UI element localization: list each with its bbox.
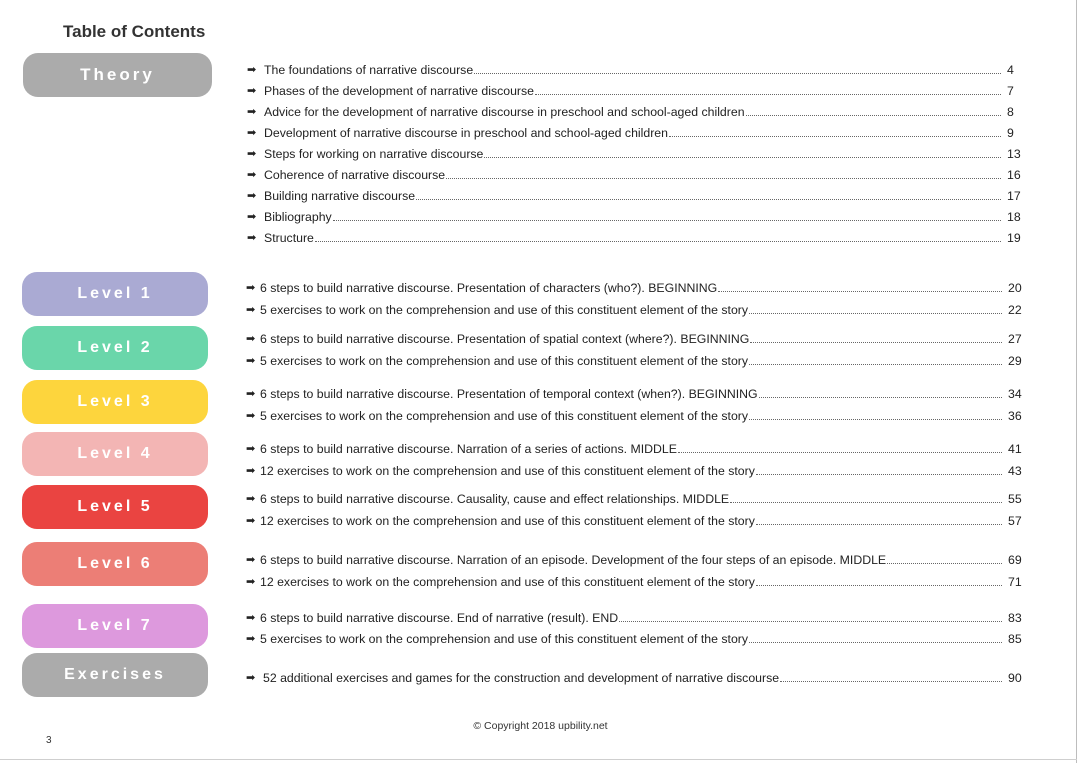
- copyright-notice: © Copyright 2018 upbility.net: [473, 720, 608, 732]
- toc-entry[interactable]: [247, 187, 1029, 203]
- page-title: Table of Contents: [63, 22, 206, 41]
- dot-leader: [446, 176, 1001, 179]
- toc-entry[interactable]: [246, 385, 1030, 401]
- toc-page-number: 41: [1008, 442, 1022, 456]
- toc-entry-text: 6 steps to build narrative discourse. Narration of an episode. Development of the four steps of an episode. MIDDLE: [260, 553, 887, 567]
- dot-leader: [749, 417, 1002, 420]
- section-pill-level-4[interactable]: Level 4: [22, 432, 208, 476]
- toc-entry[interactable]: [247, 124, 1029, 140]
- toc-page-number: 7: [1007, 84, 1014, 98]
- arrow-right-icon: ➡: [247, 190, 257, 202]
- toc-entry-text: 5 exercises to work on the comprehension and use of this constituent element of the story: [260, 303, 749, 317]
- toc-entry[interactable]: [246, 440, 1030, 456]
- arrow-right-icon: ➡: [247, 232, 257, 244]
- arrow-right-icon: ➡: [246, 465, 256, 477]
- toc-entry-text: 12 exercises to work on the comprehension and use of this constituent element of the story: [260, 514, 755, 528]
- toc-page-number: 18: [1007, 210, 1021, 224]
- dot-leader: [718, 289, 1002, 292]
- toc-page-number: 13: [1007, 147, 1021, 161]
- section-pill-exercises[interactable]: Exercises: [22, 653, 208, 697]
- toc-page-number: 71: [1008, 575, 1022, 589]
- arrow-right-icon: ➡: [247, 85, 257, 97]
- dot-leader: [887, 561, 1002, 564]
- toc-entry-text: 6 steps to build narrative discourse. Presentation of characters (who?). BEGINNING: [260, 281, 718, 295]
- dot-leader: [416, 197, 1001, 200]
- toc-entry[interactable]: [246, 279, 1030, 295]
- toc-entry[interactable]: [246, 573, 1030, 589]
- toc-page-number: 83: [1008, 611, 1022, 625]
- toc-entry-text: 12 exercises to work on the comprehension and use of this constituent element of the story: [260, 464, 755, 478]
- dot-leader: [535, 92, 1001, 95]
- toc-entry[interactable]: [246, 669, 1030, 685]
- toc-page-number: 20: [1008, 281, 1022, 295]
- arrow-right-icon: ➡: [247, 211, 257, 223]
- toc-entry-text: Advice for the development of narrative discourse in preschool and school-aged children: [264, 105, 745, 119]
- arrow-right-icon: ➡: [246, 304, 256, 316]
- toc-entry[interactable]: [246, 407, 1030, 423]
- dot-leader: [756, 472, 1002, 475]
- dot-leader: [756, 583, 1002, 586]
- dot-leader: [315, 239, 1001, 242]
- toc-entry-text: 5 exercises to work on the comprehension and use of this constituent element of the story: [260, 632, 749, 646]
- toc-page-number: 43: [1008, 464, 1022, 478]
- toc-entry-text: Building narrative discourse: [264, 189, 416, 203]
- toc-entry-text: Phases of the development of narrative discourse: [264, 84, 535, 98]
- toc-entry[interactable]: [247, 145, 1029, 161]
- toc-entry-text: Coherence of narrative discourse: [264, 168, 446, 182]
- toc-page-number: 69: [1008, 553, 1022, 567]
- toc-entry[interactable]: [247, 103, 1029, 119]
- toc-entry-text: Structure: [264, 231, 314, 245]
- arrow-right-icon: ➡: [246, 355, 256, 367]
- dot-leader: [474, 71, 1001, 74]
- toc-page-number: 4: [1007, 63, 1014, 77]
- arrow-right-icon: ➡: [247, 64, 257, 76]
- arrow-right-icon: ➡: [246, 410, 256, 422]
- toc-page-number: 17: [1007, 189, 1021, 203]
- arrow-right-icon: ➡: [247, 106, 257, 118]
- dot-leader: [749, 362, 1002, 365]
- toc-entry[interactable]: [247, 61, 1029, 77]
- arrow-right-icon: ➡: [246, 554, 256, 566]
- toc-entry-text: 5 exercises to work on the comprehension and use of this constituent element of the story: [260, 409, 749, 423]
- arrow-right-icon: ➡: [246, 388, 256, 400]
- section-pill-level-2[interactable]: Level 2: [22, 326, 208, 370]
- page-border-bottom: [0, 759, 1077, 760]
- section-pill-level-6[interactable]: Level 6: [22, 542, 208, 586]
- toc-entry[interactable]: [246, 330, 1030, 346]
- arrow-right-icon: ➡: [246, 576, 256, 588]
- toc-entry-text: 12 exercises to work on the comprehension and use of this constituent element of the story: [260, 575, 755, 589]
- toc-entry-text: 6 steps to build narrative discourse. Narration of a series of actions. MIDDLE: [260, 442, 677, 456]
- arrow-right-icon: ➡: [246, 633, 256, 645]
- toc-entry[interactable]: [246, 490, 1030, 506]
- toc-entry[interactable]: [246, 301, 1030, 317]
- arrow-right-icon: ➡: [246, 493, 256, 505]
- toc-page-number: 85: [1008, 632, 1022, 646]
- arrow-right-icon: ➡: [246, 672, 256, 684]
- dot-leader: [759, 395, 1002, 398]
- section-pill-level-1[interactable]: Level 1: [22, 272, 208, 316]
- page-border-right: [1076, 0, 1077, 763]
- toc-page-number: 57: [1008, 514, 1022, 528]
- dot-leader: [746, 113, 1001, 116]
- toc-page-number: 34: [1008, 387, 1022, 401]
- toc-entry-text: 5 exercises to work on the comprehension and use of this constituent element of the story: [260, 354, 749, 368]
- toc-page-number: 27: [1008, 332, 1022, 346]
- toc-entry-text: 52 additional exercises and games for the construction and development of narrative discourse: [263, 671, 780, 685]
- arrow-right-icon: ➡: [247, 127, 257, 139]
- dot-leader: [750, 340, 1002, 343]
- toc-entry-text: 6 steps to build narrative discourse. End of narrative (result). END: [260, 611, 619, 625]
- toc-entry-text: Development of narrative discourse in preschool and school-aged children: [264, 126, 668, 140]
- toc-entry-text: 6 steps to build narrative discourse. Presentation of temporal context (when?). BEGINNING: [260, 387, 758, 401]
- arrow-right-icon: ➡: [246, 612, 256, 624]
- toc-entry[interactable]: [246, 609, 1030, 625]
- toc-page-number: 9: [1007, 126, 1014, 140]
- toc-page-number: 19: [1007, 231, 1021, 245]
- dot-leader: [619, 619, 1002, 622]
- toc-page-number: 36: [1008, 409, 1022, 423]
- toc-entry[interactable]: [246, 352, 1030, 368]
- toc-entry[interactable]: [246, 630, 1030, 646]
- section-pill-level-3[interactable]: Level 3: [22, 380, 208, 424]
- dot-leader: [780, 679, 1002, 682]
- toc-entry[interactable]: [246, 551, 1030, 567]
- dot-leader: [333, 218, 1001, 221]
- dot-leader: [484, 155, 1001, 158]
- toc-page-number: 55: [1008, 492, 1022, 506]
- section-pill-level-5[interactable]: Level 5: [22, 485, 208, 529]
- dot-leader: [730, 500, 1002, 503]
- toc-entry[interactable]: [246, 512, 1030, 528]
- toc-entry-text: Bibliography: [264, 210, 332, 224]
- toc-entry-text: 6 steps to build narrative discourse. Presentation of spatial context (where?). BEGINNING: [260, 332, 750, 346]
- dot-leader: [669, 134, 1001, 137]
- toc-entry[interactable]: [247, 82, 1029, 98]
- toc-entry-text: 6 steps to build narrative discourse. Causality, cause and effect relationships. MIDDLE: [260, 492, 730, 506]
- arrow-right-icon: ➡: [246, 282, 256, 294]
- toc-page-number: 8: [1007, 105, 1014, 119]
- dot-leader: [756, 522, 1002, 525]
- arrow-right-icon: ➡: [247, 148, 257, 160]
- toc-entry[interactable]: [247, 208, 1029, 224]
- dot-leader: [749, 311, 1002, 314]
- page-number: 3: [46, 735, 52, 746]
- toc-entry[interactable]: [247, 229, 1029, 245]
- toc-entry[interactable]: [247, 166, 1029, 182]
- arrow-right-icon: ➡: [246, 443, 256, 455]
- toc-page-number: 29: [1008, 354, 1022, 368]
- arrow-right-icon: ➡: [246, 515, 256, 527]
- arrow-right-icon: ➡: [247, 169, 257, 181]
- toc-entry-text: Steps for working on narrative discourse: [264, 147, 484, 161]
- section-pill-level-7[interactable]: Level 7: [22, 604, 208, 648]
- dot-leader: [749, 640, 1002, 643]
- toc-page-number: 90: [1008, 671, 1022, 685]
- toc-entry-text: The foundations of narrative discourse: [264, 63, 474, 77]
- section-pill-theory[interactable]: Theory: [23, 53, 212, 97]
- arrow-right-icon: ➡: [246, 333, 256, 345]
- toc-page-number: 16: [1007, 168, 1021, 182]
- dot-leader: [678, 450, 1002, 453]
- toc-page-number: 22: [1008, 303, 1022, 317]
- toc-entry[interactable]: [246, 462, 1030, 478]
